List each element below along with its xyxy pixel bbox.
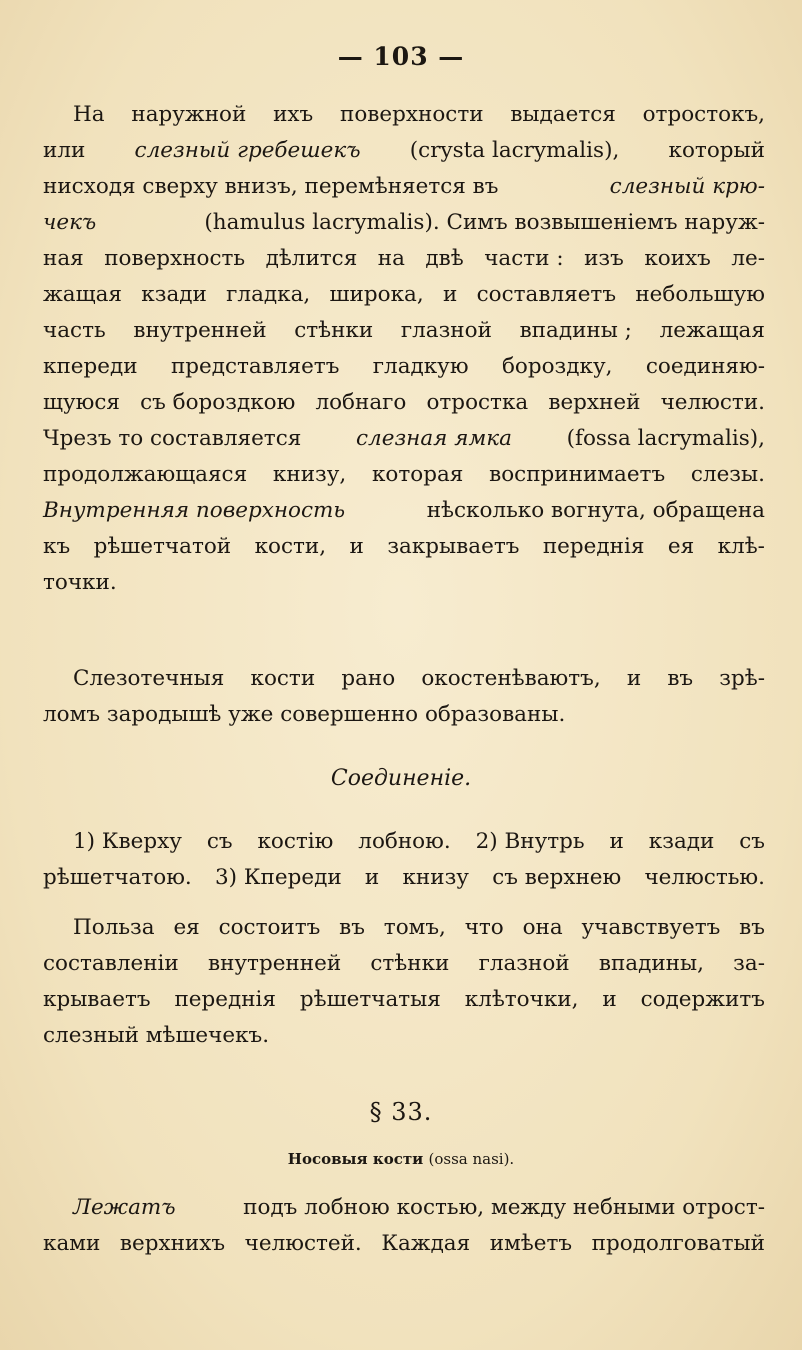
word: въ — [667, 666, 694, 691]
word: рано — [341, 666, 396, 691]
section-number: § 33. — [369, 1098, 433, 1126]
word: ная — [43, 246, 84, 271]
word: клѣточки, — [464, 987, 579, 1012]
word: имѣетъ — [489, 1231, 573, 1256]
word: и — [609, 829, 624, 854]
term-italic: чекъ — [43, 210, 97, 235]
word: ле- — [731, 246, 765, 271]
word: переднія — [542, 534, 645, 559]
word: стѣнки — [370, 951, 450, 976]
word: двѣ — [425, 246, 464, 271]
word: и — [602, 987, 617, 1012]
paragraph-ossification — [43, 661, 765, 733]
word: челюсти. — [660, 390, 765, 415]
word: 1) Кверху — [73, 829, 182, 854]
text-line — [43, 421, 765, 457]
text-line — [43, 1226, 765, 1262]
connection-heading: Соединеніе. — [330, 766, 472, 791]
text-line — [43, 565, 765, 601]
word: съ — [206, 829, 233, 854]
text-line — [43, 169, 765, 205]
word: и — [442, 282, 458, 307]
word: верхнихъ — [119, 1231, 226, 1256]
word: глазной — [478, 951, 570, 976]
word: Слезотечныя — [73, 666, 225, 691]
word: продолговатый — [591, 1231, 765, 1256]
word: рѣшетчатой — [93, 534, 232, 559]
section-title — [0, 1150, 802, 1168]
text-run: нисходя сверху внизъ, перемѣняется въ — [43, 174, 499, 199]
text-line — [43, 1190, 765, 1226]
text-run: (fossa lacrymalis), — [566, 426, 765, 451]
paragraph-lacrimal-surface — [43, 97, 765, 601]
word: въ — [339, 915, 365, 940]
word: зрѣ- — [719, 666, 765, 691]
text-run: подъ лобною костью, между небными отрост- — [243, 1195, 765, 1220]
word: съ верхнею — [492, 865, 622, 890]
text-run: нѣсколько вогнута, обращена — [426, 498, 765, 523]
term-italic: слезный крю- — [609, 174, 765, 199]
term-italic: Внутренняя поверхность — [43, 498, 346, 523]
text-run: точки. — [43, 570, 117, 595]
text-line — [43, 529, 765, 565]
term-italic: слезная ямка — [355, 426, 512, 451]
word: съ бороздкою — [140, 390, 296, 415]
word: лобнаго — [315, 390, 407, 415]
word: содержитъ — [640, 987, 765, 1012]
text-run: ломъ зародышѣ уже совершенно образованы. — [43, 702, 566, 727]
word: крываетъ — [43, 987, 151, 1012]
word: 2) Внутрь — [475, 829, 585, 854]
word: внутренней — [207, 951, 342, 976]
word: поверхность — [104, 246, 246, 271]
text-run: слезный мѣшечекъ. — [43, 1023, 270, 1048]
word: гладка, — [226, 282, 311, 307]
word: переднія — [174, 987, 276, 1012]
word: на — [377, 246, 405, 271]
word: клѣ- — [717, 534, 765, 559]
word: продолжающаяся — [43, 462, 248, 487]
text-line — [43, 385, 765, 421]
word: жащая — [43, 282, 122, 307]
word: Польза — [73, 915, 155, 940]
text-run: Чрезъ то составляется — [43, 426, 302, 451]
text-line — [43, 860, 765, 896]
word: кзади — [141, 282, 207, 307]
text-line — [43, 1018, 765, 1054]
word: составленіи — [43, 951, 179, 976]
term-italic: Лежатъ — [73, 1195, 176, 1220]
section-title-latin: (ossa nasi). — [428, 1150, 515, 1168]
word: лежащая — [659, 318, 765, 343]
word: На — [73, 102, 105, 127]
text-line — [43, 133, 765, 169]
word: костію — [257, 829, 334, 854]
word: рѣшетчатою. — [43, 865, 192, 890]
word: и — [364, 865, 380, 890]
text-line — [43, 457, 765, 493]
word: слезы. — [690, 462, 765, 487]
word: лобною. — [358, 829, 451, 854]
word: ками — [43, 1231, 101, 1256]
word: въ — [739, 915, 765, 940]
word: Каждая — [381, 1231, 471, 1256]
word: книзу — [402, 865, 469, 890]
word: верхней — [548, 390, 641, 415]
word: стѣнки — [294, 318, 374, 343]
word: отростокъ, — [642, 102, 765, 127]
word: кости — [250, 666, 316, 691]
word: гладкую — [372, 354, 469, 379]
paragraph-connections — [43, 824, 765, 896]
word: кзади — [648, 829, 715, 854]
paragraph-function — [43, 910, 765, 1054]
word: 3) Кпереди — [215, 865, 342, 890]
text-line — [43, 697, 765, 733]
word: впадины ; — [519, 318, 632, 343]
word: что — [464, 915, 504, 940]
text-run: (hamulus lacrymalis). Симъ возвышеніемъ наруж- — [204, 210, 765, 235]
section-title-text: Носовыя кости — [287, 1150, 424, 1168]
word: внутренней — [133, 318, 267, 343]
word: къ — [43, 534, 71, 559]
word: изъ — [584, 246, 624, 271]
page-number: — 103 — — [337, 42, 465, 71]
text-run: (crysta lacrymalis), — [409, 138, 620, 163]
word: ихъ — [273, 102, 314, 127]
word: часть — [43, 318, 106, 343]
word: и — [349, 534, 364, 559]
word: впадины, — [598, 951, 704, 976]
text-line — [43, 277, 765, 313]
word: кости, — [254, 534, 327, 559]
latin-term-italic: слезный гребешекъ — [134, 138, 361, 163]
text-line — [43, 97, 765, 133]
text-line — [43, 824, 765, 860]
word: ея — [667, 534, 695, 559]
word: бороздку, — [501, 354, 613, 379]
word: части : — [484, 246, 564, 271]
word: окостенѣваютъ, — [421, 666, 601, 691]
word: закрываетъ — [387, 534, 520, 559]
text-line — [43, 946, 765, 982]
word: за- — [733, 951, 765, 976]
word: книзу, — [272, 462, 347, 487]
text-line — [43, 349, 765, 385]
word: представляетъ — [170, 354, 340, 379]
text-line — [43, 241, 765, 277]
text-line — [43, 205, 765, 241]
text-line — [43, 910, 765, 946]
word: глазной — [400, 318, 492, 343]
text-line — [43, 661, 765, 697]
word: небольшую — [635, 282, 765, 307]
word: соединяю- — [645, 354, 765, 379]
word: она — [522, 915, 563, 940]
word: коихъ — [644, 246, 711, 271]
text-line — [43, 493, 765, 529]
text-run: который — [668, 138, 765, 163]
word: учавствуетъ — [581, 915, 721, 940]
text-run: или — [43, 138, 86, 163]
word: воспринимаетъ — [489, 462, 666, 487]
word: выдается — [510, 102, 616, 127]
paragraph-nasal-bones — [43, 1190, 765, 1262]
word: щуюся — [43, 390, 120, 415]
word: съ — [739, 829, 765, 854]
word: кпереди — [43, 354, 138, 379]
word: челюстей. — [244, 1231, 362, 1256]
word: дѣлится — [265, 246, 358, 271]
word: составляетъ — [476, 282, 617, 307]
word: поверхности — [340, 102, 484, 127]
word: состоитъ — [218, 915, 321, 940]
word: широка, — [329, 282, 424, 307]
word: ея — [173, 915, 200, 940]
word: челюстью. — [644, 865, 765, 890]
word: томъ, — [383, 915, 446, 940]
text-line — [43, 982, 765, 1018]
word: которая — [371, 462, 464, 487]
word: рѣшетчатыя — [299, 987, 441, 1012]
word: отростка — [426, 390, 529, 415]
text-line — [43, 313, 765, 349]
word: наружной — [131, 102, 247, 127]
word: и — [626, 666, 642, 691]
